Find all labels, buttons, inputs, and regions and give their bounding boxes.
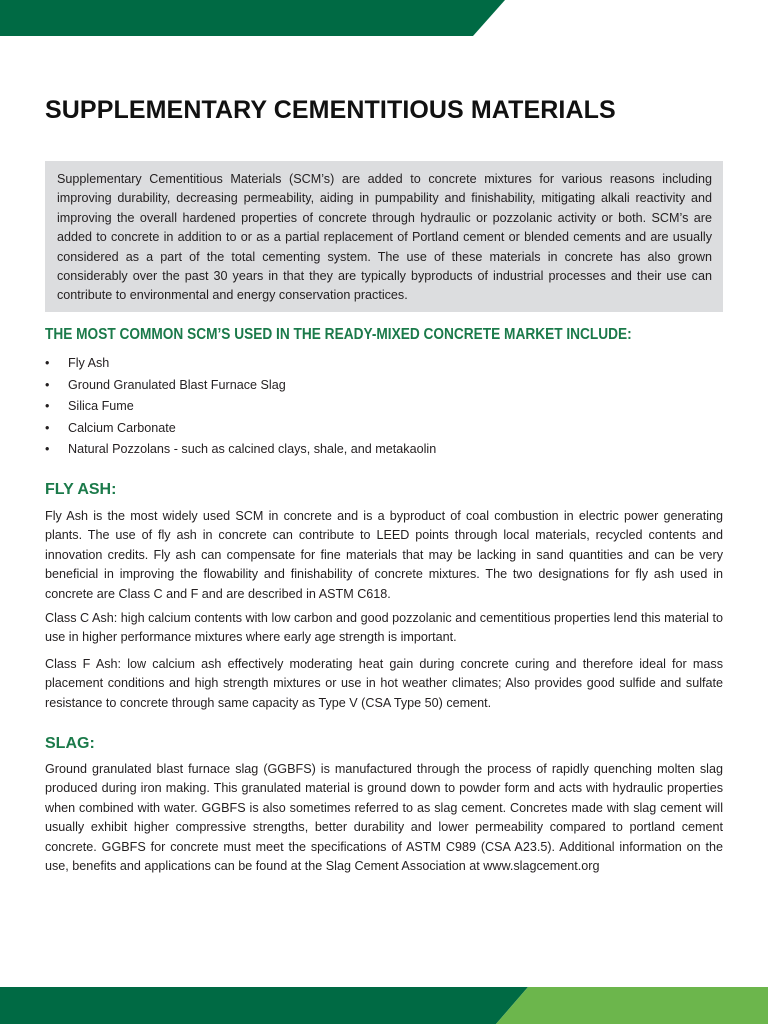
bullet-icon: • [45, 356, 50, 370]
bullet-icon: • [45, 399, 50, 414]
intro-paragraph: Supplementary Cementitious Materials (SCM’s) are added to concrete mixtures for various reasons including improving durability, decreasing permeability, aiding in pumpability and finishability, mitigating alkali reactivity and improving the overall hardened properties of concrete through hydraulic or pozzolanic activity or both. SCM’s are added to concrete in addition to or as a partial replacement of Portland cement or blended cements and are usually considered as a part of the total cementing system. The use of these materials in concrete has also grown considerably over the past 30 years in that they are typically byproducts of industrial processes and their use can contribute to environmental and energy conservation practices. [57, 172, 712, 303]
top-band-graphic [0, 0, 768, 36]
fly-ash-heading: FLY ASH: [45, 481, 117, 498]
bottom-band-dark-green [0, 987, 528, 1024]
list-item [45, 375, 436, 397]
slag-heading: SLAG: [45, 735, 95, 752]
list-item [45, 418, 436, 440]
class-f-ash-paragraph: Class F Ash: low calcium ash effectively moderating heat gain during concrete curing and therefore ideal for mass placement conditions and high strength mixtures or use in hot weather climates; Also provides good sulfide and sulfate resistance to concrete through same capacity as Type V (CSA Type 50) cement. [45, 657, 723, 710]
class-c-ash-paragraph: Class C Ash: high calcium contents with low carbon and good pozzolanic and cementitious properties lend this material to use in higher performance mixtures where early age strength is important. [45, 611, 723, 645]
list-item [45, 439, 436, 461]
common-scms-list [45, 353, 436, 461]
top-band-dark-green [0, 0, 505, 36]
list-item-text: Calcium Carbonate [68, 420, 176, 435]
bottom-band-graphic [0, 987, 768, 1024]
bullet-icon: • [45, 377, 50, 392]
intro-box [45, 161, 723, 312]
list-item-text: Silica Fume [68, 399, 134, 414]
bullet-icon: • [45, 420, 50, 435]
list-item-text: Natural Pozzolans - such as calcined clays, shale, and metakaolin [68, 442, 437, 457]
bottom-footer-band [0, 987, 768, 1024]
page-title: SUPPLEMENTARY CEMENTITIOUS MATERIALS [45, 96, 616, 124]
bottom-band-light-green [496, 987, 768, 1024]
list-item-text: Fly Ash [68, 356, 110, 370]
list-item-text: Ground Granulated Blast Furnace Slag [68, 377, 286, 392]
top-header-band [0, 0, 768, 36]
list-item [45, 353, 436, 375]
bullet-icon: • [45, 442, 50, 457]
slag-paragraph: Ground granulated blast furnace slag (GGBFS) is manufactured through the process of rapidly quenching molten slag produced during iron making. This granulated material is ground down to powder form and acts with hydraulic properties when combined with water. GGBFS is also sometimes referred to as slag cement. Concretes made with slag cement will usually exhibit higher compressive strengths, better durability and lower permeability compared to portland cement concrete. GGBFS for concrete must meet the specifications of ASTM C989 (CSA A23.5). Additional information on the use, benefits and applications can be found at the Slag Cement Association at www.slagcement.org [45, 762, 723, 874]
list-item [45, 396, 436, 418]
fly-ash-paragraph: Fly Ash is the most widely used SCM in concrete and is a byproduct of coal combustion in electric power generating plants. The use of fly ash in concrete can contribute to LEED points through local materials, recycled contents and innovation credits. Fly ash can compensate for fine materials that may be lacking in sand quantities and can be very beneficial in improving the flowability and finishability of concrete mixtures. The two designations for fly ash used in concrete are Class C and F and are described in ASTM C618. [45, 509, 723, 601]
common-scms-heading: THE MOST COMMON SCM’S USED IN THE READY-MIXED CONCRETE MARKET INCLUDE: [45, 326, 632, 343]
